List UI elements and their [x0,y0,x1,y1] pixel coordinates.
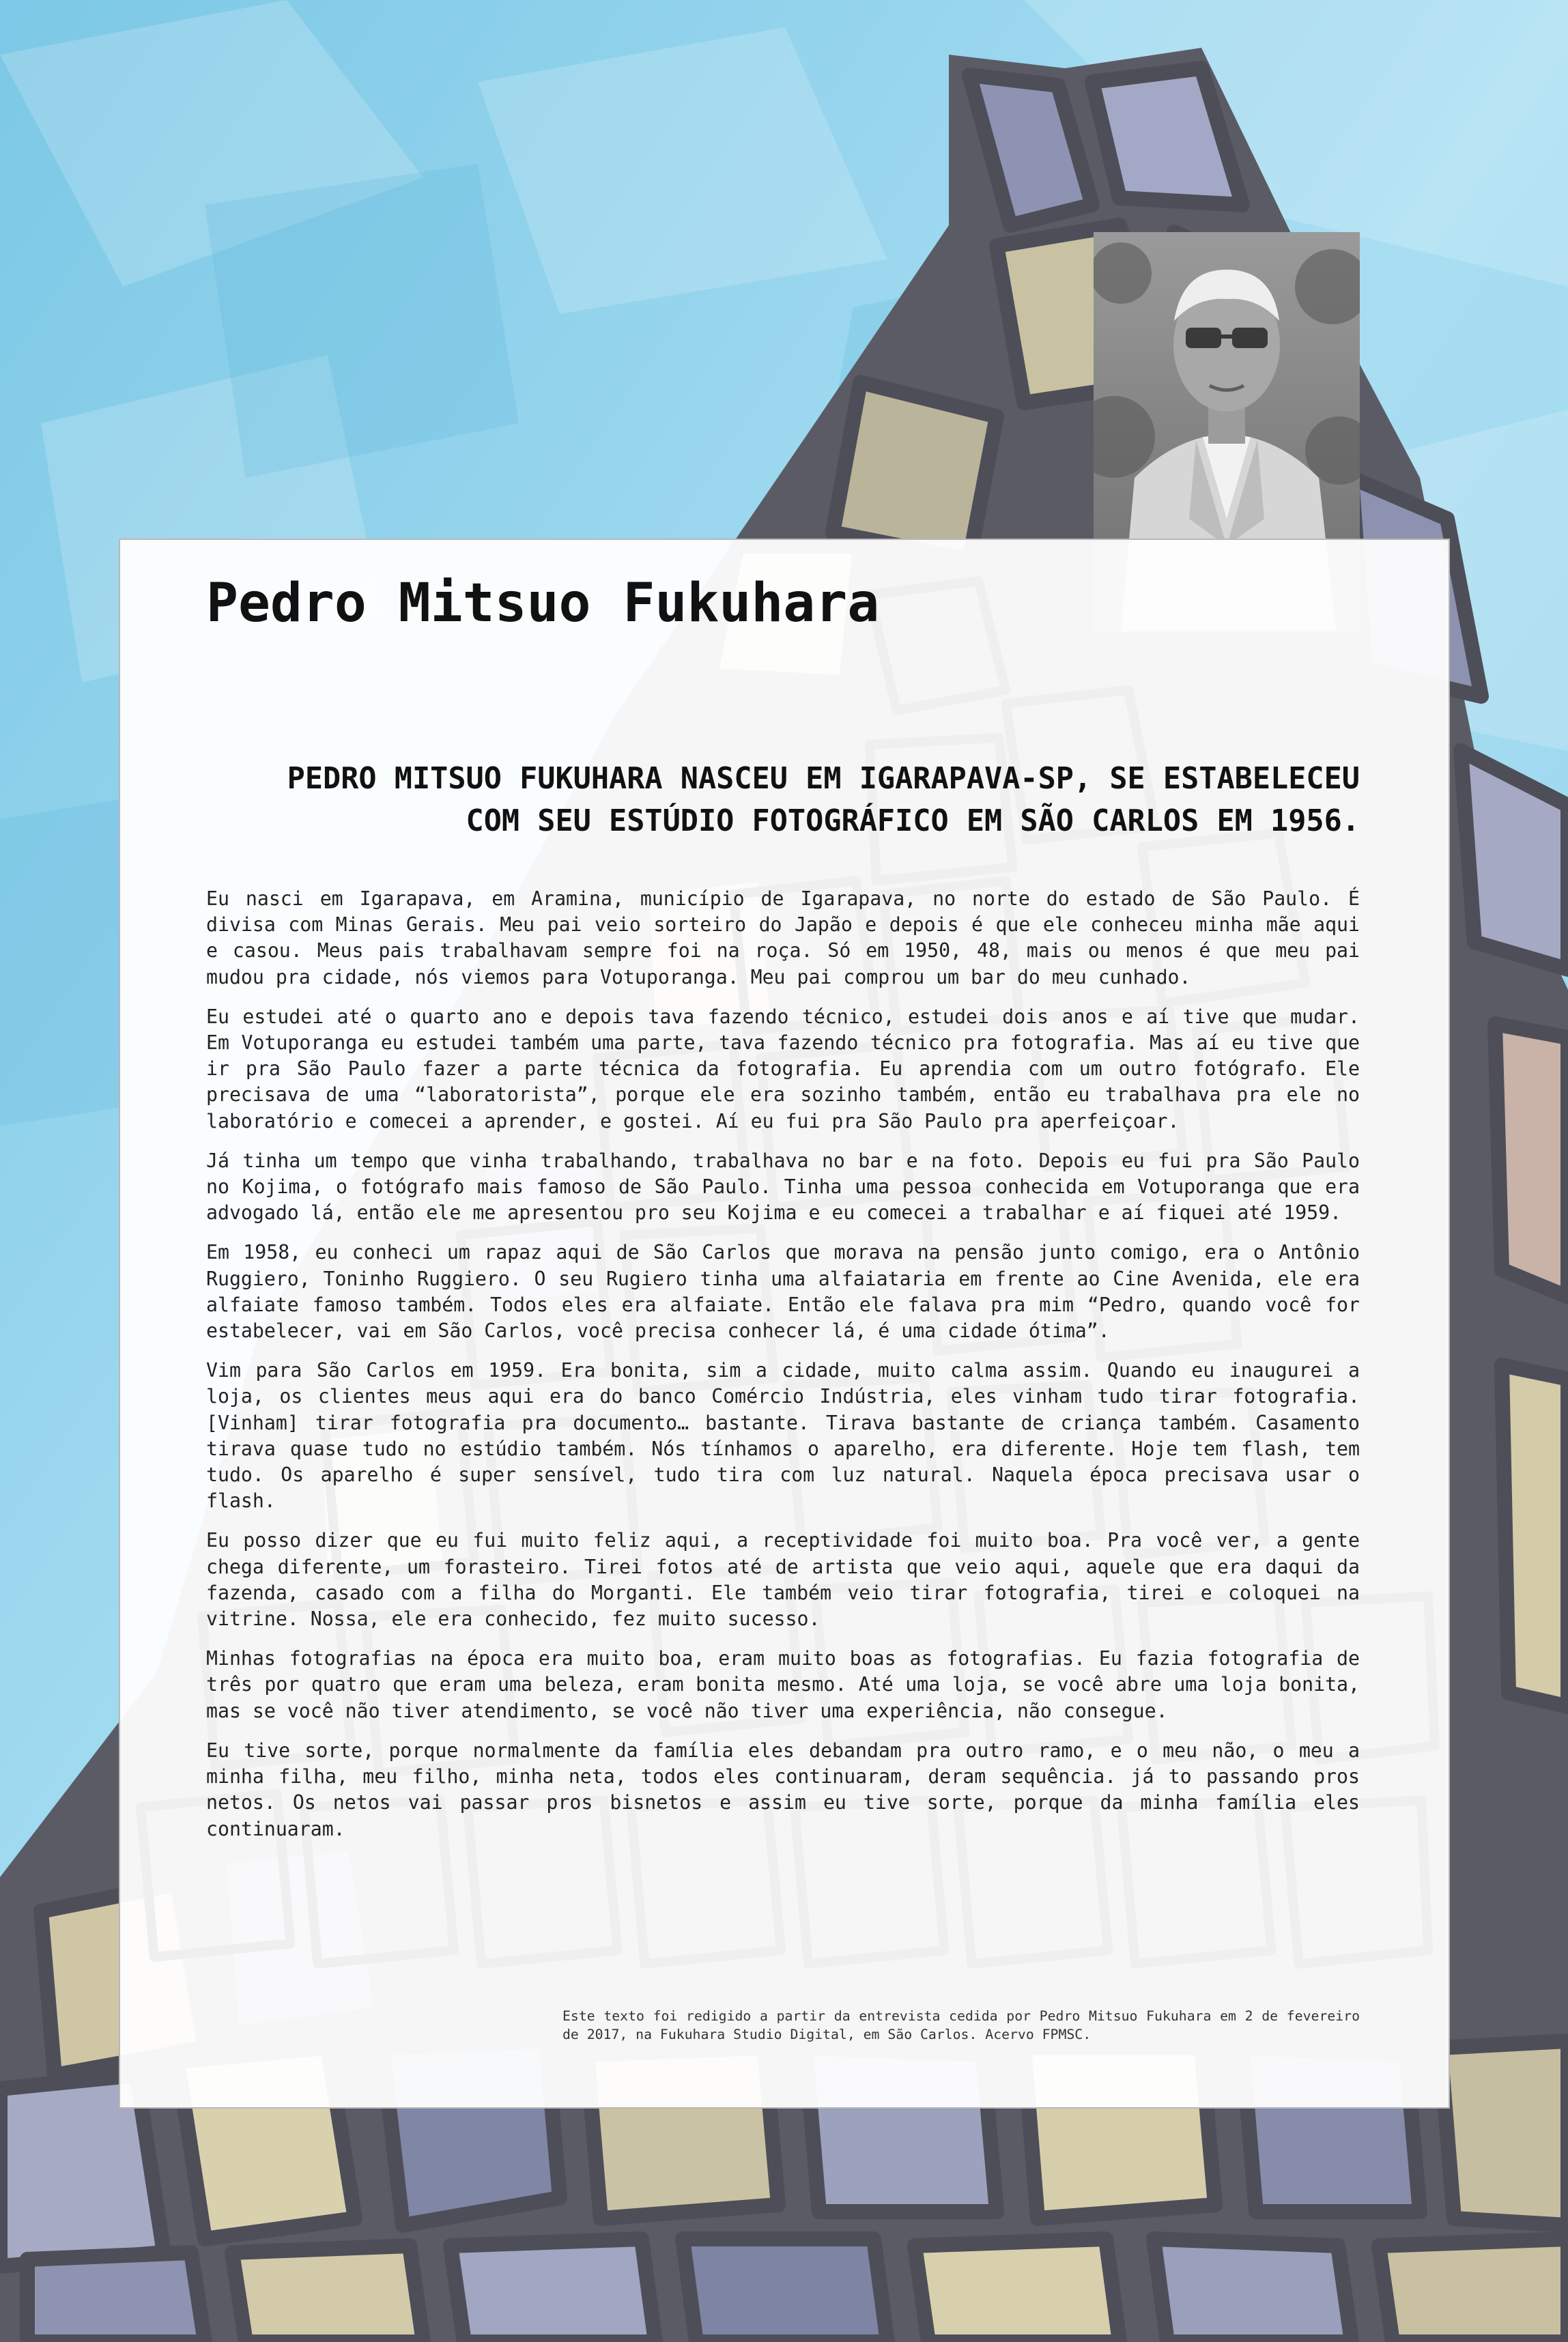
paragraph: Em 1958, eu conheci um rapaz aqui de São Carlos que morava na pensão junto comigo, era o Antônio Ruggiero, Toninho Ruggiero. O seu Rugiero tinha uma alfaiataria em frente ao Cine Avenida, ele era alfaiate famoso também. Todos eles era alfaiate. Então ele falava pra mim “Pedro, quando você for estabelecer, vai em São Carlos, você precisa conhecer lá, é uma cidade ótima”. [206,1241,1360,1343]
paragraph: Vim para São Carlos em 1959. Era bonita, sim a cidade, muito calma assim. Quando eu inaugurei a loja, os clientes meus aqui era do banco Comércio Indústria, eles vinham tudo tirar fotografia. [Vinham] tirar fotografia pra documento… bastante. Tirava bastante de criança também. Casamento tirava quase tudo no estúdio também. Nós tínhamos o aparelho, era diferente. Hoje tem flash, tem tudo. Os aparelho é super sensível, tudo tira com luz natural. Naquela época precisava usar o flash. [206,1359,1360,1513]
paragraph: Eu estudei até o quarto ano e depois tava fazendo técnico, estudei dois anos e aí tive que mudar. Em Votuporanga eu estudei também uma parte, tava fazendo técnico pra fotografia. Mas aí eu tive que ir pra São Paulo fazer a parte técnica da fotografia. Eu aprendia com um outro fotógrafo. Ele precisava de uma “laboratorista”, porque ele era sozinho também, então eu trabalhava pra ele no laboratório e comecei a aprender, e gostei. Aí eu fui pra São Paulo pra aperfeiçoar. [206,1005,1360,1132]
paragraph: Já tinha um tempo que vinha trabalhando, trabalhava no bar e na foto. Depois eu fui pra São Paulo no Kojima, o fotógrafo mais famoso de São Paulo. Tinha uma pessoa conhecida em Votuporanga que era advogado lá, então ele me apresentou pro seu Kojima e eu comecei a trabalhar e aí fiquei até 1959. [206,1149,1360,1225]
article-body [206,886,1360,1856]
paragraph: Minhas fotografias na época era muito boa, eram muito boas as fotografias. Eu fazia fotografia de três por quatro que eram uma beleza, eram bonita mesmo. Até uma loja, se você abre uma loja bonita, mas se você não tiver atendimento, se você não tiver uma experiência, não consegue. [206,1647,1360,1722]
source-credit: Este texto foi redigido a partir da entrevista cedida por Pedro Mitsuo Fukuhara em 2 de fevereiro de 2017, na Fukuhara Studio Digital, em São Carlos. Acervo FPMSC. [562,2008,1360,2042]
headline: PEDRO MITSUO FUKUHARA NASCEU EM IGARAPAVA-SP, SE ESTABELECEU COM SEU ESTÚDIO FOTOGRÁFICO EM SÃO CARLOS EM 1956. [287,762,1360,838]
page-title: Pedro Mitsuo Fukuhara [206,573,880,634]
paragraph: Eu nasci em Igarapava, em Aramina, município de Igarapava, no norte do estado de São Paulo. É divisa com Minas Gerais. Meu pai veio sorteiro do Japão e depois é que ele conheceu minha mãe aqui e casou. Meus pais trabalhavam sempre foi na roça. Só em 1950, 48, mais ou menos é que meu pai mudou pra cidade, nós viemos para Votuporanga. Meu pai comprou um bar do meu cunhado. [206,887,1360,988]
paragraph: Eu tive sorte, porque normalmente da família eles debandam pra outro ramo, e o meu não, o meu a minha filha, meu filho, minha neta, todos eles continuaram, deram sequência. já to passando pros netos. Os netos vai passar pros bisnetos e assim eu tive sorte, porque da minha família eles continuaram. [206,1739,1360,1840]
paragraph: Eu posso dizer que eu fui muito feliz aqui, a receptividade foi muito boa. Pra você ver, a gente chega diferente, um forasteiro. Tirei fotos até de artista que veio aqui, aquele que era daqui da fazenda, casado com a filha do Morganti. Ele também veio tirar fotografia, tirei e coloquei na vitrine. Nossa, ele era conhecido, fez muito sucesso. [206,1529,1360,1631]
